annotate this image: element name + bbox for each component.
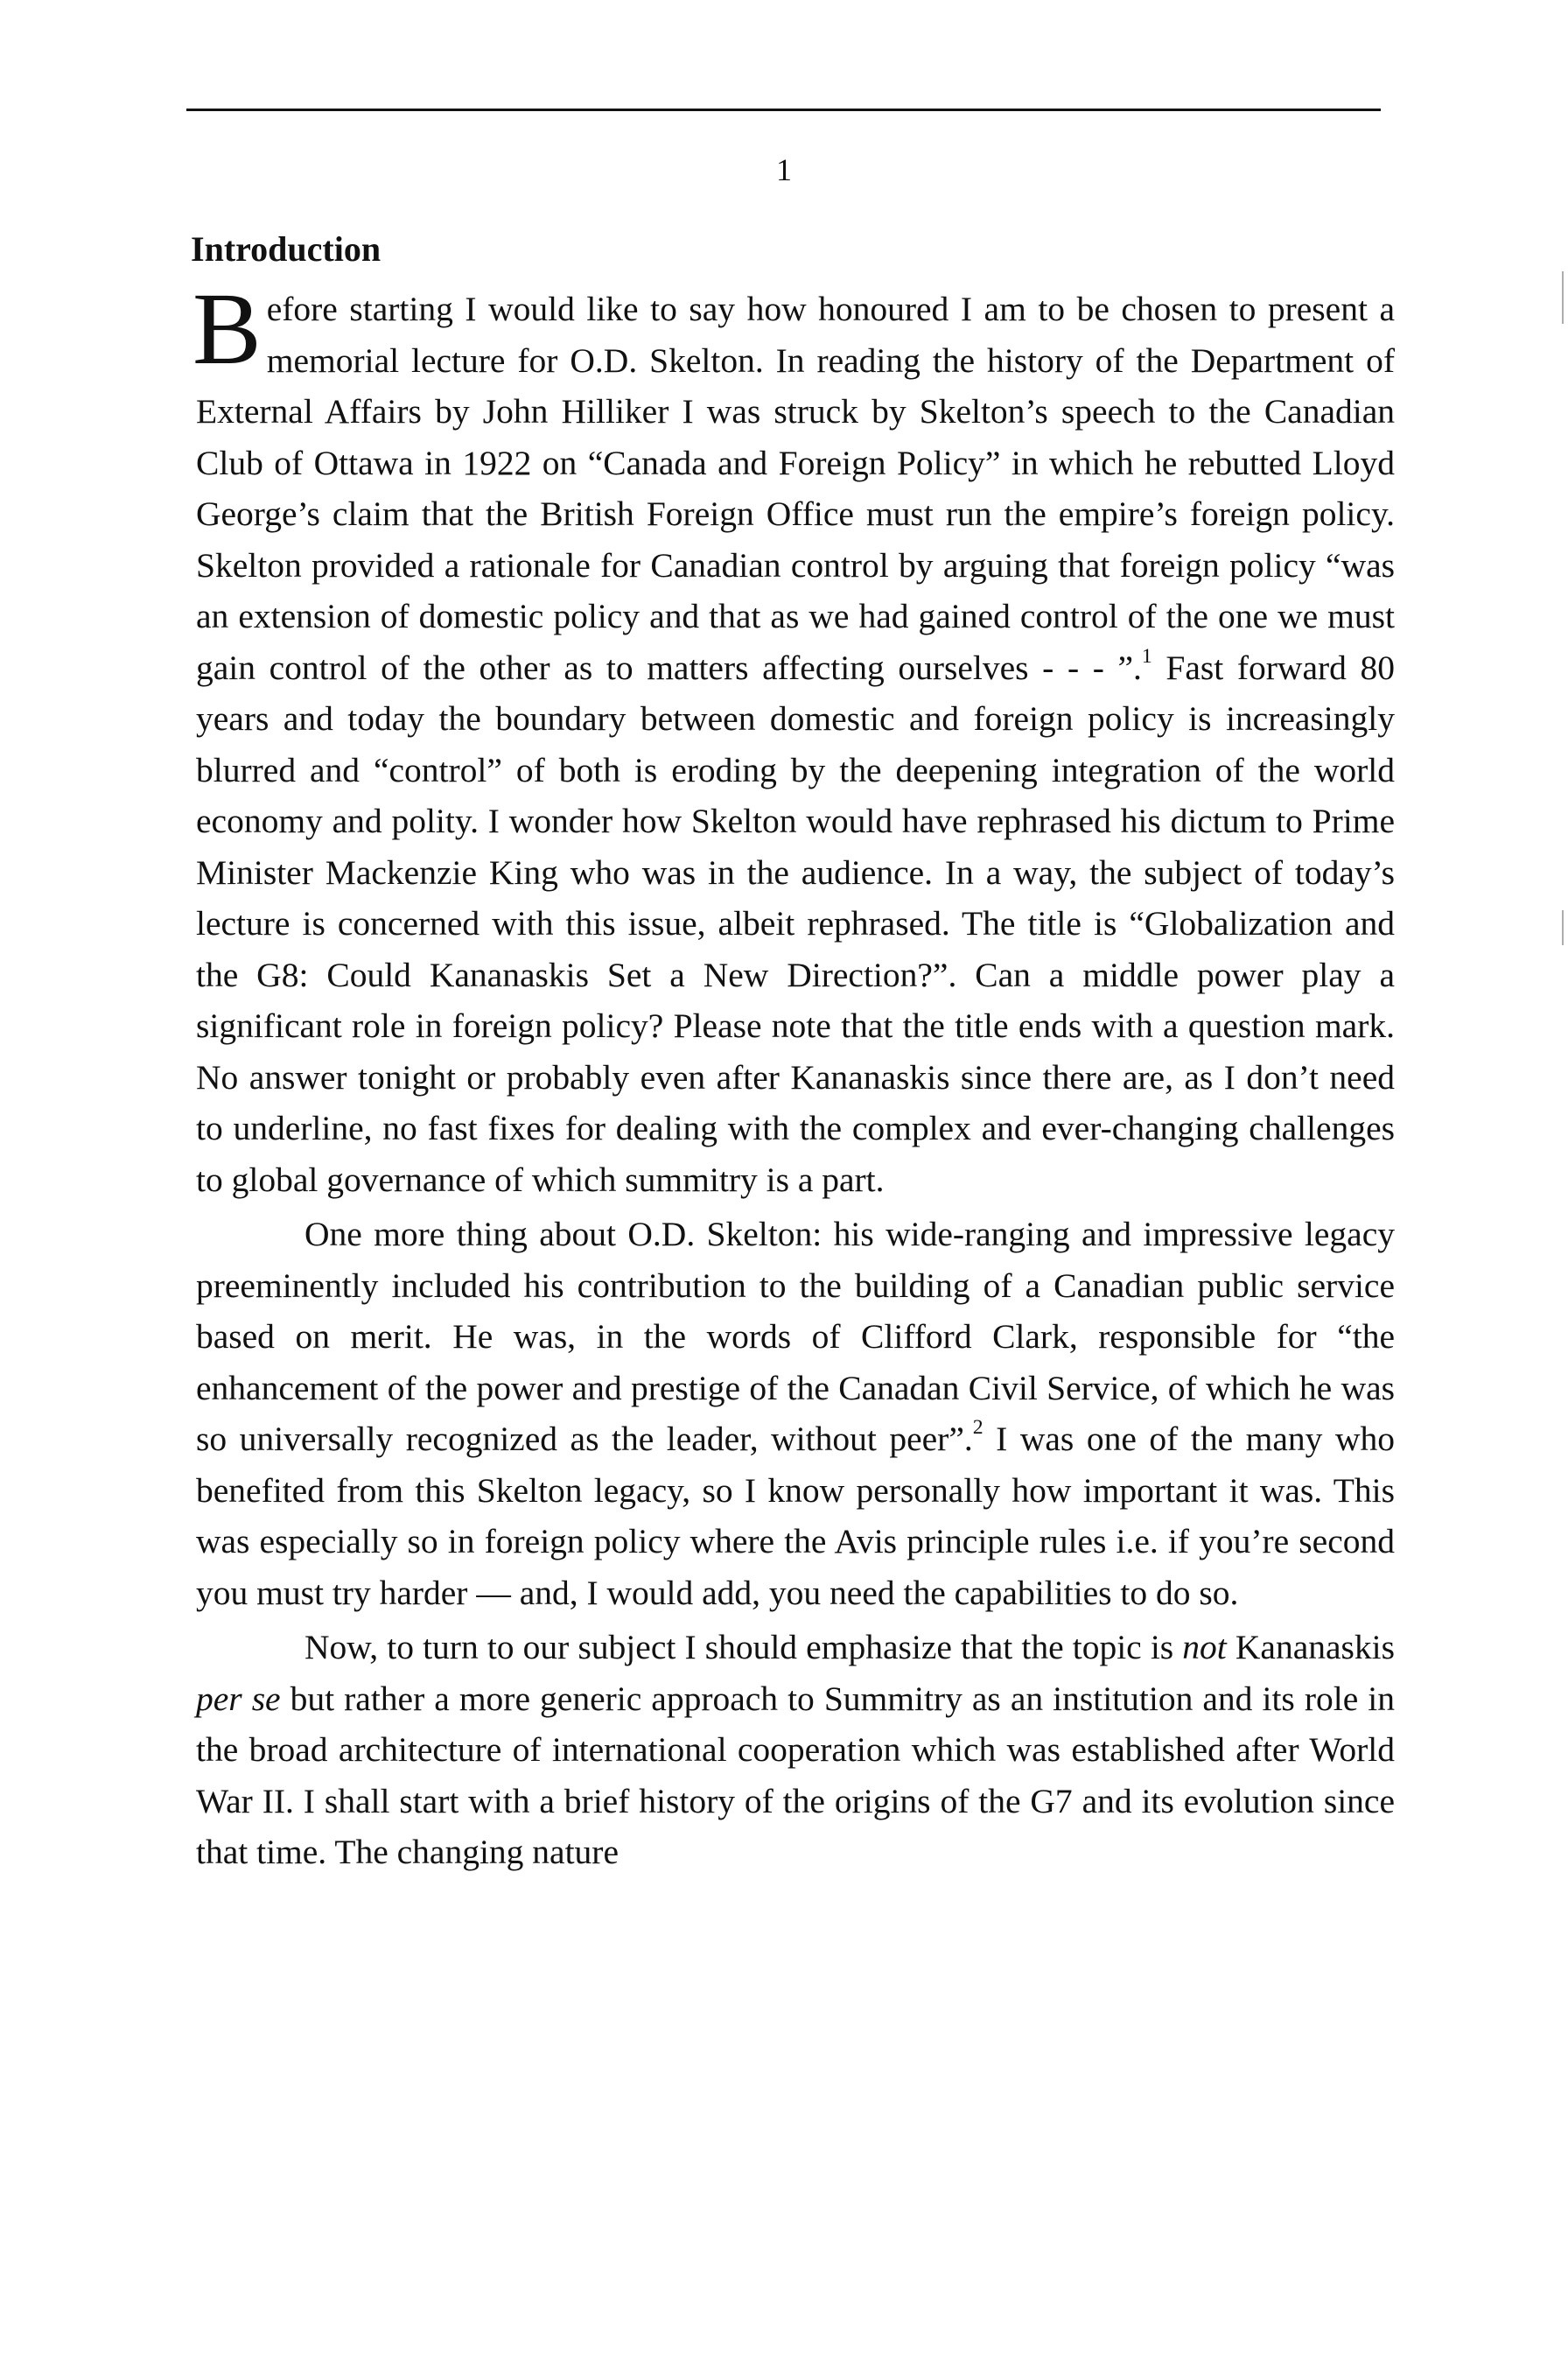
- paragraph-text: but rather a more generic approach to Summitry as an institution and its role in the broad architecture of international cooperation which was established after World War II. I shall start with a brief history of the origins of the G7 and its evolution since that time. The changing nature: [196, 1679, 1395, 1871]
- header-rule: [186, 109, 1381, 111]
- emphasis-text: per se: [196, 1679, 281, 1718]
- paragraph: [196, 1209, 1395, 1618]
- paragraph-text: Now, to turn to our subject I should emphasize that the topic is: [304, 1628, 1183, 1666]
- drop-cap: B: [192, 271, 262, 386]
- body-text: [192, 271, 1396, 1878]
- paragraph-text: efore starting I would like to say how honoured I am to be chosen to present a memorial lecture for O.D. Skelton. In reading the history of the Department of External Affairs by John Hilliker I was struck by Skelton’s speech to the Canadian Club of Ottawa in 1922 on “Canada and Foreign Policy” in which he rebutted Lloyd George’s claim that the British Foreign Office must run the empire’s foreign policy. Skelton provided a rationale for Canadian control by arguing that foreign policy “was an extension of domestic policy and that as we had gained control of the one we must gain control of the other as to matters affecting ourselves - - - ”.: [196, 290, 1395, 687]
- emphasis-text: not: [1182, 1628, 1227, 1666]
- paragraph: [196, 1622, 1395, 1878]
- paragraph-text: One more thing about O.D. Skelton: his wide-ranging and impressive legacy preeminently included his contribution to the building of a Canadian public service based on merit. He was, in the words of Clifford Clark, responsible for “the enhancement of the power and prestige of the Canadan Civil Service, of which he was so universally recognized as the leader, without peer”.: [196, 1215, 1395, 1458]
- scan-edge-mark: [1562, 910, 1564, 945]
- footnote-ref: 1: [1141, 644, 1152, 668]
- paragraph: [192, 271, 1396, 1205]
- footnote-ref: 2: [972, 1416, 984, 1440]
- section-heading: Introduction: [191, 229, 382, 269]
- paragraph-text: I was one of the many who benefited from this Skelton legacy, so I know personally how important it was. This was especially so in foreign policy where the Avis principle rules i.e. if you’re second you must try harder — and, I would add, you need the capabilities to do so.: [196, 1420, 1395, 1612]
- page-number: 1: [776, 152, 792, 187]
- paragraph-text: Fast forward 80 years and today the boundary between domestic and foreign policy is increasingly blurred and “control” of both is eroding by the deepening integration of the world economy and polity. I wonder how Skelton would have rephrased his dictum to Prime Minister Mackenzie King who was in the audience. In a way, the subject of today’s lecture is concerned with this issue, albeit rephrased. The title is “Globalization and the G8: Could Kananaskis Set a New Direction?”. Can a middle power play a significant role in foreign policy? Please note that the title ends with a question mark. No answer tonight or probably even after Kananaskis since there are, as I don’t need to underline, no fast fixes for dealing with the complex and ever-changing challenges to global governance of which summitry is a part.: [196, 648, 1396, 1199]
- scan-edge-mark: [1562, 271, 1564, 324]
- paragraph-text: Kananaskis: [1226, 1628, 1395, 1666]
